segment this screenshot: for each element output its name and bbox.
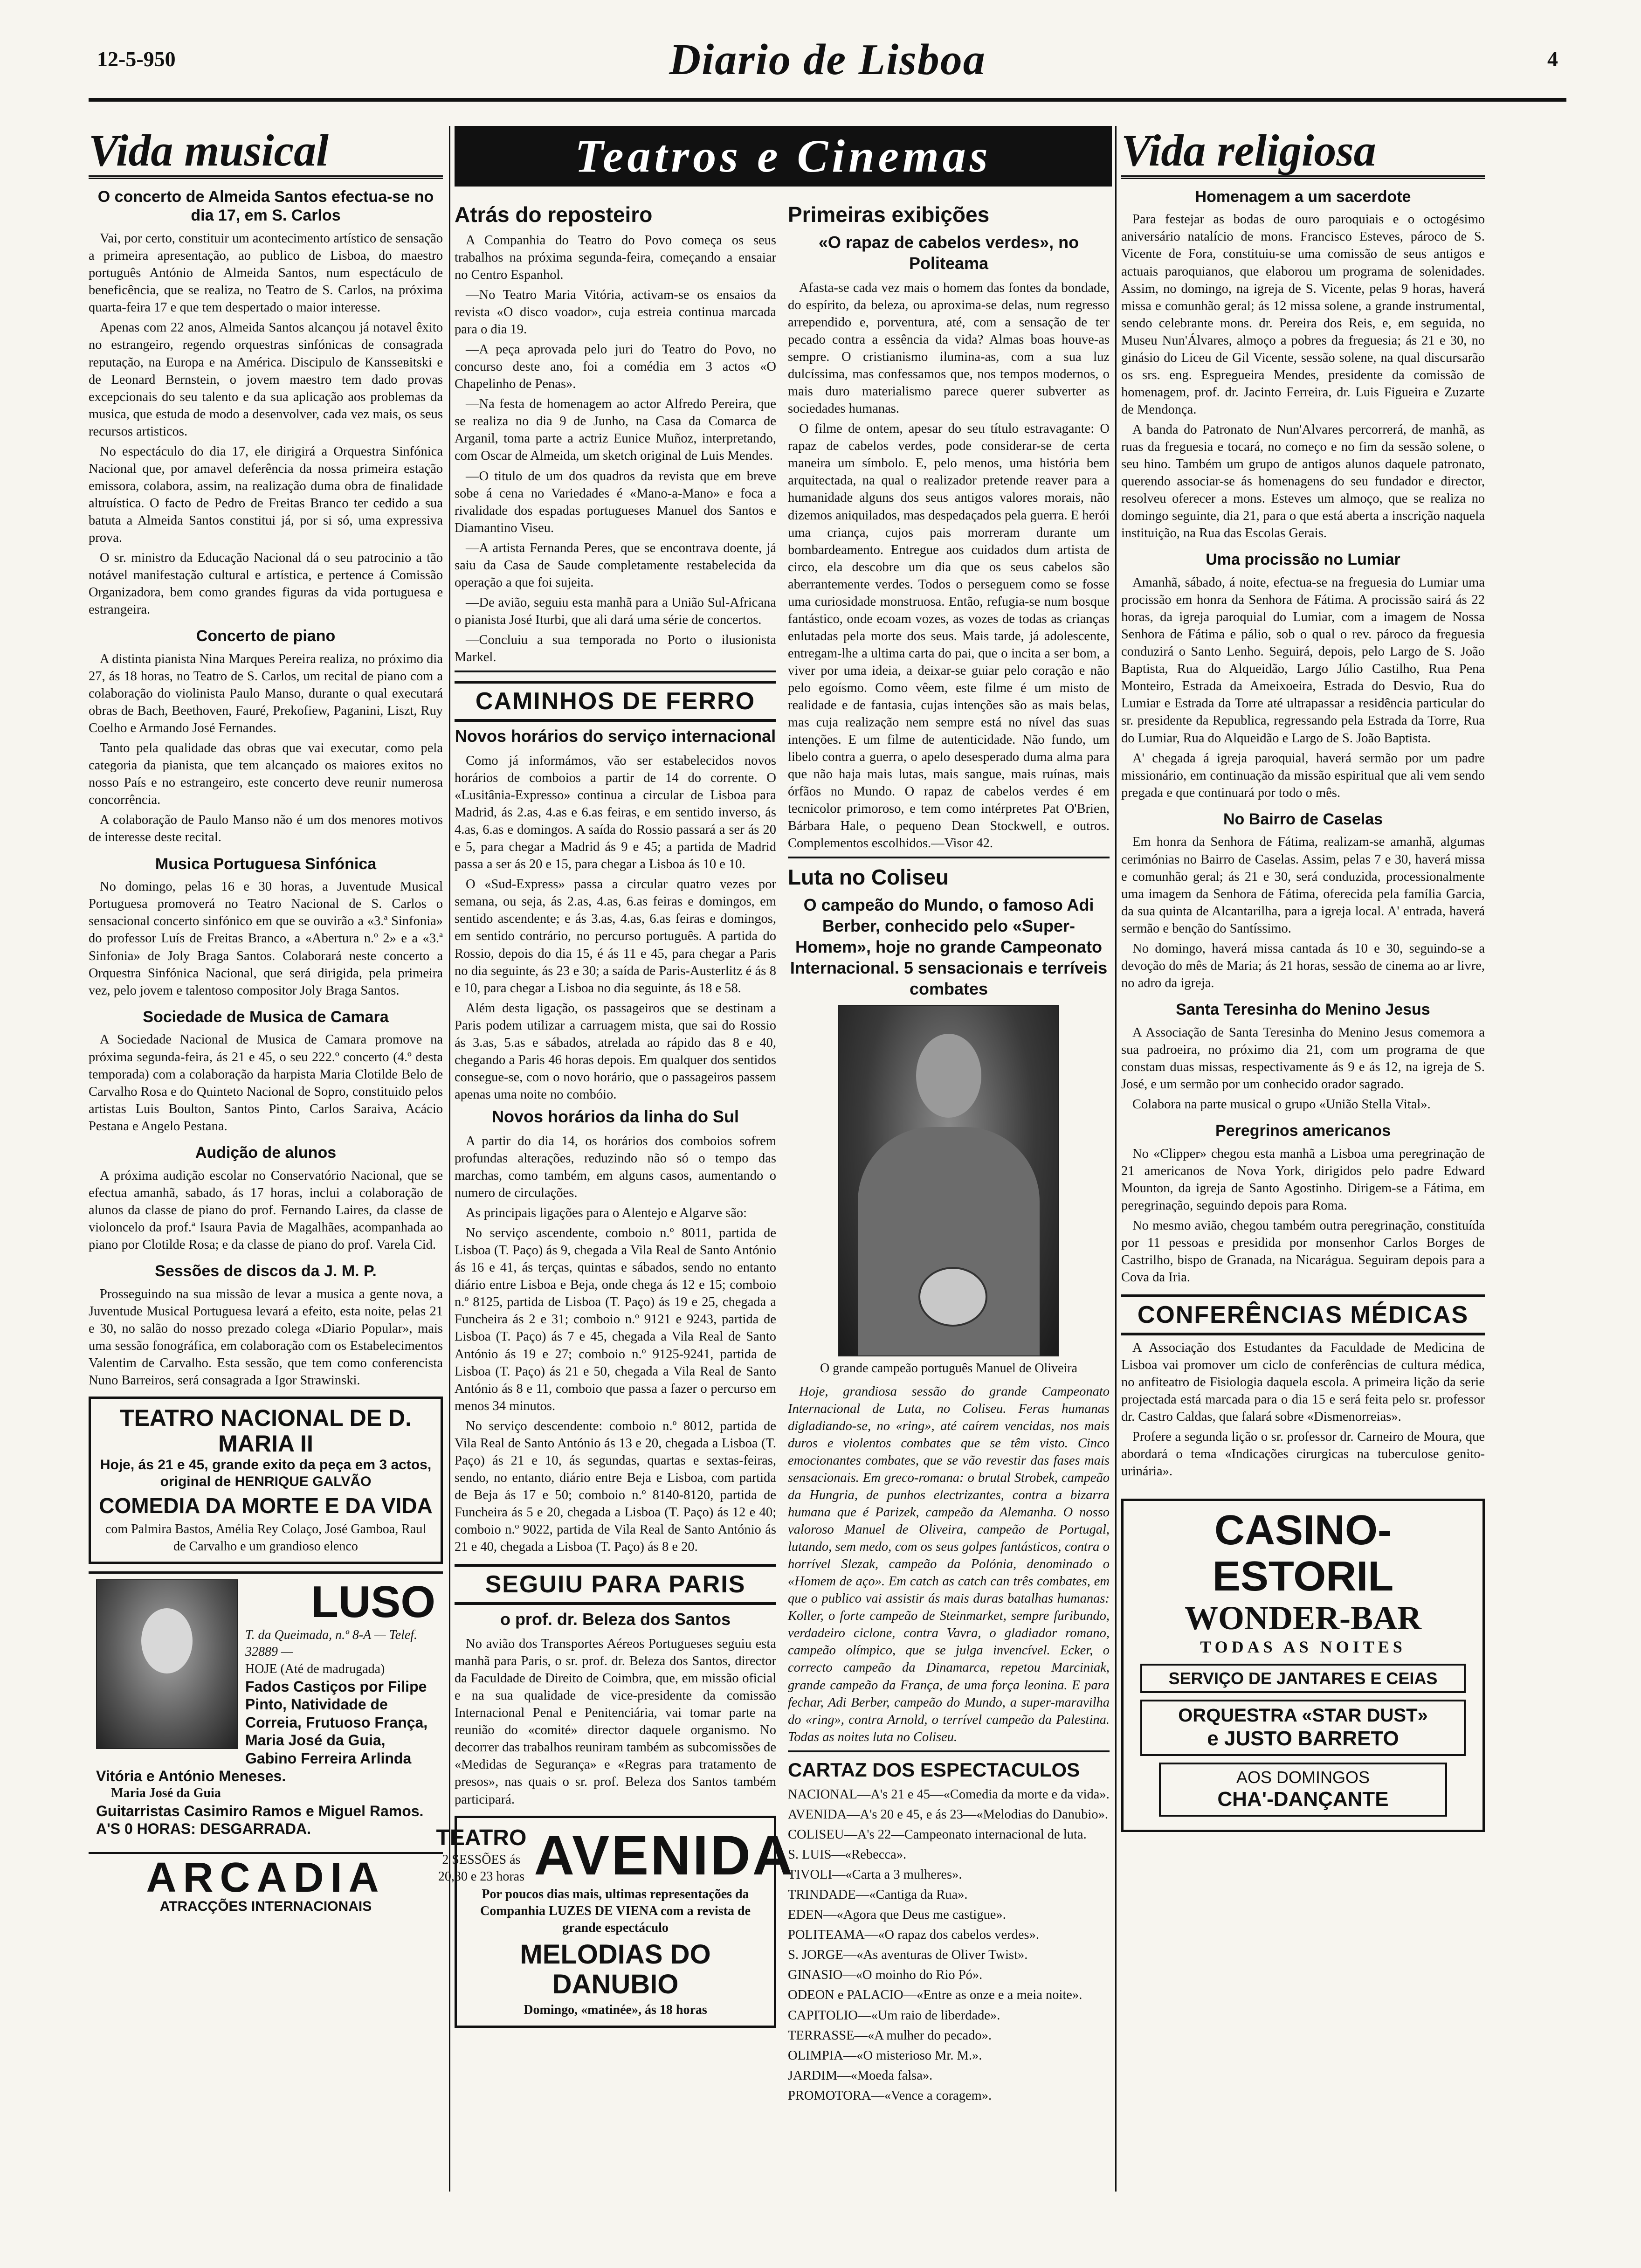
article-paragraph: A distinta pianista Nina Marques Pereira realiza, no próximo dia 27, ás 18 horas, no Teatro de S. Carlos, um recital de piano com a colaboração do violinista Paulo Manso, durante o qual executará obras de Bach, Beethoven, Fauré, Prekofiew, Paganini, Liszt, Ruy Coelho e Armando José Fernandes. [89,652,443,736]
photo-caption: O grande campeão português Manuel de Oliveira [820,1361,1077,1376]
article-body [455,1133,776,1556]
ad-teatro-nacional[interactable] [89,1397,443,1564]
theatre-banner: Teatros e Cinemas [455,126,1112,187]
article-paragraph: Além desta ligação, os passageiros que se destinam a Paris podem utilizar a carruagem mista, que sai do Rossio ás 3.as, 5.as e sábados, atrelada ao rápido das 8 e 40, chegando a Paris 46 horas depois. Em qualquer dos sentidos consegue-se, com o novo horário, que o passageiros passem apenas uma noite no combóio. [455,1001,776,1102]
article-paragraph: O «Sud-Express» passa a circular quatro vezes por semana, ou seja, ás 2.as, 4.as, 6.as feiras e domingos, em sentido ascendente; e ás 3.as, 4.as, 6.as feiras e domingos, em sentido contrário, no percurso português. A partida do Rossio, depois do dia 15, é ás 11 e 45, para chegar a Paris no dia seguinte, ás 23 e 30; a saída de Paris-Austerlitz é ás 8 e 10, para chegar a Lisboa no dia seguinte, ás 18 e 58. [455,877,776,996]
ad-title: CASINO-ESTORIL [1212,1507,1394,1600]
article-paragraph: O sr. ministro da Educação Nacional dá o seu patrocinio a tão notável manifestação cultural e artística, e pertence á Comissão Organizadora, bem como grandes figuras da vida portuguesa e estrangeira. [89,551,443,617]
article-paragraph: —No Teatro Maria Vitória, activam-se os ensaios da revista «O disco voador», cuja estreia continua marcada para o dia 19. [455,288,776,337]
article-paragraph: Apenas com 22 anos, Almeida Santos alcançou já notavel êxito no estrangeiro, regendo orquestras sinfónicas de consagrada reputação, na Europa e na América. Discipulo de Kansseвitski e de Leonard Bernstein, o jovem maestro tem dado provas excepcionais do seu talento e da sua aplicação aos problemas da musica, que estuda de modo a desenvolver, cada vez mais, os seus recursos artisticos. [89,320,443,439]
column-theatre-left [436,196,795,2192]
article-subtitle: o prof. dr. Beleza dos Santos [500,1610,731,1629]
article-paragraph: Vai, por certo, constituir um acontecimento artístico de sensação a primeira apresentação, ao publico de Lisboa, do maestro português António de Almeida Santos, num espectáculo de beneficência, que se realiza, no Teatro de S. Carlos, na próxima quarta-feira 17 e que tem despertado o maior interesse. [89,231,443,315]
ad-text: TODAS AS NOITES [1200,1637,1406,1656]
article-heading: Sessões de discos da J. M. P. [155,1262,377,1280]
article-paragraph: AVENIDA—A's 20 e 45, e ás 23—«Melodias do Danubio». [788,1807,1108,1822]
article-paragraph: No domingo, pelas 16 e 30 horas, a Juventude Musical Portuguesa promoverá no Teatro Nacional de S. Carlos o sensacional concerto sinfónico em que se ouvirão a «3.ª Sinfonia» do professor Luís de Freitas Branco, a «Abertura n.º 2» e a «3.ª Sinfonia» de Joly Braga Santos. Colaborará neste concerto a Orquestra Sinfónica Nacional, que será dirigida, pela primeira vez, pelo jovem e talentoso compositor Joly Braga Santos. [89,879,443,998]
ad-teatro-avenida[interactable] [436,1816,795,2028]
article-paragraph: A Associação de Santa Teresinha do Menino Jesus comemora a sua padroeira, no próximo dia 21, com um programa de que constam duas missas, respectivamente ás 9 e ás 12, na igreja de S. José, e um sermão por um conhecido orador sagrado. [1121,1025,1485,1092]
article-paragraph: A partir do dia 14, os horários dos comboios sofrem profundas alterações, reduzindo não só o tempo das marchas, como também, em alguns casos, aumentando o numero de circulações. [455,1134,776,1201]
article-paragraph: A Sociedade Nacional de Musica de Camara promove na próxima segunda-feira, ás 21 e 45, o seu 222.º concerto (4.º desta temporada) com a colaboração da harpista Maria Clotilde Belo de Carvalho Rosa e do Quinteto Nacional de Sopro, constituido pelos artistas Luis Boulton, Santos Pinto, Carlos Saraiva, Acácio Pestana e Angelo Pestana. [89,1032,443,1134]
article-paragraph: ODEON e PALACIO—«Entre as onze e a meia noite». [788,1988,1083,2003]
article-heading: Peregrinos americanos [1215,1121,1391,1140]
article-paragraph: No domingo, haverá missa cantada ás 10 e 30, seguindo-se a devoção do mês de Maria; ás 21 horas, sessão de cinema ao ar livre, no adro da igreja. [1121,941,1485,990]
article-title: Primeiras exibições [788,202,990,227]
article-paragraph: TIVOLI—«Carta a 3 mulheres». [788,1867,962,1882]
article-paragraph: Colabora na parte musical o grupo «União Stella Vital». [1132,1097,1431,1112]
issue-date: 12-5-950 [97,47,176,71]
article-body [455,752,776,1103]
portrait-caption: Maria José da Guia [111,1786,221,1801]
portrait-photo [96,1579,238,1749]
ad-text: Fados Castiços por Filipe Pinto, Natividade de Correia, Frutuoso França, Maria José da Guia, Gabino Ferreira Arlinda Vitória e António Meneses. [96,1678,428,1784]
section-title: Vida musical [89,126,443,179]
article-paragraph: No «Clipper» chegou esta manhã a Lisboa uma peregrinação de 21 americanos de Nova York, dirigidos pelo padre Edward Mounton, da igreja de Santo Agostinho. Dirigem-se a Fátima, em peregrinação, seguindo depois para Roma. [1121,1146,1485,1213]
article-paragraph: S. JORGE—«As aventuras de Oliver Twist». [788,1948,1028,1963]
ad-title: LUSO [311,1577,435,1627]
column-vida-musical [89,126,443,2192]
ad-text: Guitarristas Casimiro Ramos e Miguel Ramos. [96,1802,424,1819]
ad-tagline: ATRACÇÕES INTERNACIONAIS [159,1898,372,1914]
article-title: Atrás do reposteiro [455,202,653,227]
article-heading: Musica Portuguesa Sinfónica [155,855,377,873]
article-subtitle: Novos horários da linha do Sul [491,1106,739,1126]
article-paragraph: As principais ligações para o Alentejo e Algarve são: [466,1206,747,1221]
ad-text: Domingo, «matinée», ás 18 horas [524,2003,707,2018]
article-subtitle: Novos horários do serviço internacional [455,726,776,746]
article-paragraph: No mesmo avião, chegou também outra peregrinação, constituída por 11 pessoas e presidida por monsenhor Carlos Borges de Castrilho, bispo de Granada, na Nicarágua. Seguiram depois para a Cova da Iria. [1121,1218,1485,1285]
page-number: 4 [1547,47,1558,71]
article-title: CAMINHOS DE FERRO [455,681,776,722]
masthead [89,28,1566,98]
article-heading: Santa Teresinha do Menino Jesus [1176,1000,1430,1018]
article-paragraph: —A peça aprovada pelo juri do Teatro do Povo, no concurso deste ano, foi a comédia em 3 actos «O Chapelinho de Penas». [455,342,776,392]
newspaper-name: Diario de Lisboa [669,35,986,84]
article-paragraph: OLIMPIA—«O misterioso Mr. M.». [788,2048,982,2063]
article-paragraph: CAPITOLIO—«Um raio de liberdade». [788,2008,1000,2023]
article-paragraph: NACIONAL—A's 21 e 45—«Comedia da morte e da vida». [788,1787,1110,1802]
article-paragraph: No serviço ascendente, comboio n.º 8011, partida de Lisboa (T. Paço) ás 9, chegada a Vila Real de Santo António ás 16 e 41, ás terças, quintas e sábados, sendo no entanto diário entre Lisboa e Beja, onde chega ás 12 e 15; comboio n.º 8125, partida de Lisboa (T. Paço) ás 19 e 25, chegada a Funcheira ás 2 e 31; comboio n.º 9121 e 9243, partida de Lisboa (T. Paço) ás 7 e 45, chegada a Vila Real de Santo António ás 19 e 27; comboio n.º 9125-9241, partida de Lisboa (T. Paço) ás 21 e 50, chegada a Vila Real de Santo António ás 8 e 11, comboio que passa a fazer o percurso em menos 34 minutos. [455,1226,776,1413]
musical-articles [89,187,443,1389]
article-paragraph: A banda do Patronato de Nun'Alvares percorrerá, de manhã, as ruas da freguesia e tocará, no começo e no fim da sessão solene, o seu hino. Também um grupo de antigos alunos daquele patronato, querendo associar-se ás homenagens do seu fundador e director, resolveu oferecer a mons. Esteves um almoço, que se realiza no domingo seguinte, dia 21, para o que está aberta a inscrição naquela instituição, na Rua das Escolas Gerais. [1121,422,1485,541]
ad-subtitle: WONDER-BAR [1184,1599,1421,1637]
ad-text: 2 SESSÕES ás 20,30 e 23 horas [438,1852,524,1884]
listings [788,1786,1110,2104]
ad-address: T. da Queimada, n.º 8-A — Telef. 32889 — [245,1627,418,1660]
article-paragraph: TERRASSE—«A mulher do pecado». [788,2028,992,2043]
article-paragraph: A Companhia do Teatro do Povo começa os seus trabalhos na próxima segunda-feira, começando a ensaiar no Centro Espanhol. [455,233,776,282]
article-subtitle: «O rapaz de cabelos verdes», no Politeama [818,232,1079,273]
ad-text: A'S 0 HORAS: DESGARRADA. [96,1820,311,1838]
article-paragraph: A' chegada á igreja paroquial, haverá sermão por um padre missionário, em continuação da missão espiritual que ali vem sendo pregada e que continuará por todo o mês. [1121,751,1485,800]
article-paragraph: —A artista Fernanda Peres, que se encontrava doente, já saiu da Casa de Saude completamente restabelecida da operação a que foi sujeita. [455,540,776,590]
article-paragraph: PROMOTORA—«Vence a coragem». [788,2088,992,2103]
article-paragraph: GINASIO—«O moinho do Rio Pó». [788,1968,983,1983]
column-theatre-right [788,196,1110,2192]
section-title: Vida religiosa [1121,126,1485,179]
article-paragraph: A próxima audição escolar no Conservatório Nacional, que se efectua amanhã, sabado, ás 17 horas, inclui a colaboração de alunos da classe de piano do prof. Fernando Laires, da classe de violoncelo da prof.ª Isaura Pavia de Magalhães, acompanhada ao piano por Clotilde Rosa; e da classe de piano do prof. Varela Cid. [89,1168,443,1252]
column-vida-religiosa [1121,126,1485,2192]
ad-cast: com Palmira Bastos, Amélia Rey Colaço, José Gamboa, Raul de Carvalho e um grandioso elenco [105,1522,427,1554]
article-paragraph: Prosseguindo na sua missão de levar a musica a gente nova, a Juventude Musical Portuguesa levará a efeito, esta noite, pelas 21 e 30, no salão do nosso prezado colega «Diario Popular», mais uma sessão fonográfica, em colaboração com os Estabelecimentos Valentim de Carvalho. Esta sessão, que tem como conferencista Nuno Barreiros, será consagrada a Igor Strawinski. [89,1286,443,1388]
ad-text: Hoje, ás 21 e 45, grande exito da peça em 3 actos, original de HENRIQUE GALVÃO [100,1457,432,1489]
article-title: Luta no Coliseu [788,865,949,890]
article-paragraph: —De avião, seguiu esta manhã para a União Sul-Africana o pianista José Iturbi, que ali dará uma série de concertos. [455,595,776,627]
ad-text: Por poucos dias mais, ultimas representações da Companhia LUZES DE VIENA com a revista de grande espectáculo [480,1887,751,1936]
ad-title: AVENIDA [534,1824,795,1887]
article-paragraph: O filme de ontem, apesar do seu título estravagante: O rapaz de cabelos verdes, pode considerar-se de certa maneira um símbolo. E, pelo menos, uma história bem arquitectada, na qual o realizador pretende reaver para a humanidade alguns dos seus antigos valores morais, não dizemos aniquilados, mas despedaçados pela guerra. E herói uma criança, cujos pais morreram durante um bombardeamento. Entregue aos cuidados dum artista de circo, ela descobre um dia que os seus cabelos são aberrantemente verdes. Todos o perseguem como se fosse uma curiosidade monstruosa. Então, refugia-se num bosque fantástico, onde ecoam vozes, as vozes de todas as crianças enlutadas pela morte dos seus. Mais tarde, já adolescente, entregam-lhe a ultima carta do pai, que o incita a ser bom, a viver por uma ideia, a deixar-se guiar pelo coração e não pelo egoísmo. Como vêem, este filme é um misto de realidade e de fantasia, cujas intenções são as mais belas, mas cuja realização nem sempre está no nível das suas intenções. E um filme de autenticidade. Não fundo, um libelo contra a guerra, o apelo desesperado duma alma para que não haja mais lutas, mais sangue, mais ruínas, mais órfãos no Mundo. O rapaz de cabelos verdes é em tecnicolor primoroso, e tem como intérpretes Pat O'Brien, Bárbara Hale, o pequeno Dean Stockwell, e outros. Complementos escolhidos.—Visor 42. [788,422,1110,851]
article-paragraph: EDEN—«Agora que Deus me castigue». [788,1908,1006,1922]
article-paragraph: Como já informámos, vão ser estabelecidos novos horários de comboios a partir de 14 do corrente. O «Lusitânia-Expresso» continua a circular de Lisboa para Madrid, ás 2.as, 4.as e 6.as feiras, e em sentido inverso, ás 4.as, 6.as e domingos. A saída do Rossio passará a ser ás 20 e 5, para chegar a Madrid ás 9 e 45; a partida de Madrid passa a ser ás 20 e 15, para chegar a Lisboa ás 10 e 10. [455,754,776,872]
article-heading: O concerto de Almeida Santos efectua-se no dia 17, em S. Carlos [97,187,434,225]
ad-title: TEATRO NACIONAL DE D. MARIA II [120,1404,412,1457]
column-divider [1115,126,1117,2192]
article-title: CARTAZ DOS ESPECTACULOS [788,1758,1080,1781]
ad-show-title: MELODIAS DO DANUBIO [520,1939,711,1999]
divider [455,671,776,672]
ad-title: ARCADIA [146,1854,386,1901]
article-heading: Homenagem a um sacerdote [1195,187,1411,206]
ad-arcadia[interactable] [89,1852,443,1915]
ad-casino-estoril[interactable] [1121,1499,1485,1832]
article-heading: No Bairro de Caselas [1223,810,1383,828]
article-paragraph: No serviço descendente: comboio n.º 8012, partida de Vila Real de Santo António ás 13 e 20, chegada a Lisboa (T. Paço) ás 21 e 10, ás segundas, quartas e sextas-feiras, sendo, no entanto, diário entre Beja e Lisboa, com partida de Beja ás 17 e 50; comboio n.º 8140-8120, partida de Funcheira ás 5 e 20, chegada a Lisboa (T. Paço) ás 12 e 40; comboio n.º 9022, partida de Vila Real de Santo António ás 21 e 40, chegada a Lisboa (T. Paço) ás 8 e 20. [455,1418,776,1555]
ad-sunday-box [1159,1763,1447,1817]
article-paragraph: JARDIM—«Moeda falsa». [788,2068,933,2083]
article-heading: Uma procissão no Lumiar [1206,551,1400,569]
article-body [788,279,1110,852]
article-title: CONFERÊNCIAS MÉDICAS [1121,1294,1485,1335]
article-paragraph: Em honra da Senhora de Fátima, realizam-se amanhã, algumas cerimónias no Bairro de Caselas. Assim, pelas 7 e 30, haverá missa e comunhão geral; ás 21 e 30, será conduzida, processionalmente uma imagem da Senhora de Fátima, oferecida pela família Garcia, da sua quinta de Alcantarilha, para a igreja local. A' entrada, haverá sermão e benção do Santíssimo. [1121,835,1485,936]
religious-articles [1121,187,1485,1286]
ad-text: HOJE (Até de madrugada) [245,1661,385,1676]
article-paragraph: No espectáculo do dia 17, ele dirigirá a Orquestra Sinfónica Nacional que, por amavel deferência da nossa primeira estação emissora, colabora, assim, na realização duma obra de finalidade altruística. O facto de Pedro de Freitas Branco ter cedido a sua batuta a Almeida Santos constitui já, por si só, uma expressiva prova. [89,444,443,545]
article-subtitle: O campeão do Mundo, o famoso Adi Berber, conhecido pelo «Super-Homem», hoje no grande Campeonato Internacional. 5 sensacionais e terríveis combates [790,895,1108,999]
ad-text: SERVIÇO DE JANTARES E CEIAS [1140,1664,1466,1693]
article-body [1121,1339,1485,1480]
article-paragraph: Hoje, grandiosa sessão do grande Campeonato Internacional de Luta, no Coliseu. Feras humanas digladiando-se, no «ring», até caírem vencidas, nos mais duros e violentos combates que se têm visto. Cinco emocionantes combates, que se vão revestir das fases mais sensacionais. Em greco-romana: o brutal Strobek, campeão da Hungria, de punhos electrizantes, contra a bizarra humana que é Parizek, campeão da Alemanha. O nosso valoroso Manuel de Oliveira, campeão de Portugal, lutando, sem medo, com os seus golpes fantásticos, contra o horrível Slezak, campeão da Polónia, denominado o «Homem de aço». Em catch as catch can três combates, em que o publico vai assistir ás mais duras batalhas humanas: Koller, o forte campeão de Steinmarket, sempre furibundo, verdadeiro ciclone, contra Vavra, o gladiador romano, campeão olímpico, que se julga invencível. Ecker, o correcto campeão da Dinamarca, repetou Marciniak, grande campeão da França, de uma força leonina. E para fechar, Adi Berber, campeão do Mundo, a super-maravilha do «ring», contra Arnold, o terrível campeão da Palestina. Todas as noites luta no Coliseu. [788,1384,1110,1744]
divider [788,857,1110,858]
ad-luso[interactable] [89,1571,443,1844]
article-paragraph: —O titulo de um dos quadros da revista que em breve sobe á cena no Variedades é «Mano-a-Mano» e foca a rivalidade dos espadas portugueses Manuel dos Santos e Diamantino Viseu. [455,469,776,535]
article-paragraph: A Associação dos Estudantes da Faculdade de Medicina de Lisboa vai promover um ciclo de conferências de cultura médica, no anfiteatro de Fisiologia daquela escola. A primeira lição da serie projectada está marcada para o dia 15 e será feita pelo sr. professor dr. Castro Caldas, que falará sobre «Dismenorreias». [1121,1341,1485,1424]
divider [788,1750,1110,1752]
ad-text: e JUSTO BARRETO [1207,1727,1399,1750]
article-paragraph: COLISEU—A's 22—Campeonato internacional de luta. [788,1827,1087,1842]
article-heading: Audição de alunos [195,1143,337,1162]
article-body [455,232,776,666]
article-title: SEGUIU PARA PARIS [455,1564,776,1605]
article-paragraph: TRINDADE—«Cantiga da Rua». [788,1888,968,1902]
article-paragraph: A colaboração de Paulo Manso não é um dos menores motivos de interesse deste recital. [89,813,443,845]
article-paragraph: Profere a segunda lição o sr. professor dr. Carneiro de Moura, que abordará o tema «Indicações cirurgicas na tuberculose genito-urinária». [1121,1430,1485,1479]
article-heading: Sociedade de Musica de Camara [143,1008,389,1026]
article-paragraph: Tanto pela qualidade das obras que vai executar, como pela categoria da pianista, que tem alcançado os maiores exitos no nosso País e no estrangeiro, este concerto deve reunir numerosa concorrência. [89,741,443,808]
wrestler-photo [838,1005,1059,1356]
ad-text: TEATRO [436,1825,527,1851]
article-paragraph: POLITEAMA—«O rapaz dos cabelos verdes». [788,1928,1039,1943]
article-paragraph: Afasta-se cada vez mais o homem das fontes da bondade, do espírito, da beleza, ou aproxima-se delas, num regresso arrependido e, porventura, até, com a sensação de ter pecado contra a essência da vida? Almas boas houve-as sempre. O cristianismo ilumina-as, com a sua luz dulcíssima, mas confessamos que, nos tempos modernos, o mais duro materialismo parece querer subverter as sociedades humanas. [788,280,1110,416]
masthead-rule [89,98,1566,102]
ad-orchestra-box [1140,1700,1466,1756]
article-paragraph: —Na festa de homenagem ao actor Alfredo Pereira, que se realiza no dia 9 de Junho, na Casa da Comarca de Arganil, toma parte a actriz Eunice Muñoz, interpretando, com Oscar de Almeida, um sketch original de Luis Mendes. [455,397,776,463]
ad-text: ORQUESTRA «STAR DUST» [1178,1705,1428,1726]
ad-show-title: COMEDIA DA MORTE E DA VIDA [99,1493,433,1518]
ad-text: AOS DOMINGOS [1236,1767,1370,1787]
article-paragraph: S. LUIS—«Rebecca». [788,1847,907,1862]
article-paragraph: No avião dos Transportes Aéreos Portugueses seguiu esta manhã para Paris, o sr. prof. dr. Beleza dos Santos, director da Faculdade de Direito de Coimbra, que, em missão oficial e na sua qualidade de vice-presidente da comissão Internacional Penal e Penitenciária, vai tomar parte na reunião do «comité» director daquele organismo. No decorrer das trabalhos reuniram também as subcomissões de «Medidas de Segurança» e «Regras para tratamento de presos», nas quais o sr. prof. Beleza dos Santos também participará. [455,1637,776,1807]
article-heading: Concerto de piano [196,627,336,645]
ad-text: CHA'-DANÇANTE [1217,1788,1389,1811]
article-paragraph: Amanhã, sábado, á noite, efectua-se na freguesia do Lumiar uma procissão em honra da Senhora de Fátima. A procissão sairá ás 22 horas, da igreja paroquial do Lumiar, com a imagem de Nossa Senhora de Fátima e pálio, sob o qual o rev. pároco da freguesia conduzirá o Santo Lenho. Seguirá, depois, pelo Largo de S. João Baptista, Rua do Alqueidão, Largo Júlio Castilho, Rua Pena Monteiro, Estrada da Ameixoeira, Estrada do Desvio, Rua do Lumiar e Estrada da Torre até ultrapassar a residência particular do sr. presidente da Republica, regressando pela Estrada da Torre, Rua do Lumiar, Rua do Alqueidão e Largo de S. João Baptista. [1121,575,1485,746]
article-paragraph: Para festejar as bodas de ouro paroquiais e o octogésimo aniversário natalício de mons. Francisco Esteves, pároco de S. Vicente de Fora, constituiu-se uma comissão de seus antigos e actuais paroquianos, que elaborou um programa de solenidades. Assim, no domingo, na igreja de S. Vicente, pelas 9 horas, haverá missa e comunhão geral; ás 12 missa solene, a grande instrumental, sendo celebrante mons. dr. Pereira dos Reis, e, em seguida, no Museu Nun'Álvares, almoço a pobres da freguesia; ás 21 e 30, no ginásio do Liceu de Gil Vicente, sessão solene, na qual discursarão os srs. eng. Espregueira Mendes, presidente da comissão de homenagem, prof. dr. Jacinto Ferreira, dr. Luis Figueira e Zuzarte de Mendonça. [1121,212,1485,417]
article-paragraph: —Concluiu a sua temporada no Porto o ilusionista Markel. [455,632,776,664]
